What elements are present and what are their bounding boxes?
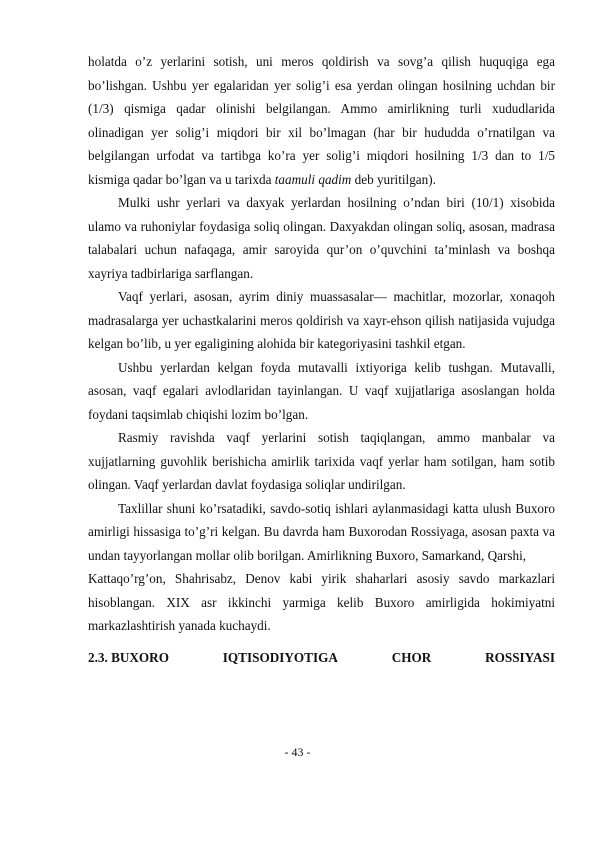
paragraph-6: Taxlillar shuni ko’rsatadiki, savdo-sotiq ishlari aylanmasidagi katta ulush Buxoro amirligi hissasiga to’g’ri kelgan. Bu davrda ham Buxorodan Rossiyaga, asosan paxta va undan tayyorlangan mollar olib borilgan. Amirlikning Buxoro, Samarkand, Qarshi,	[88, 500, 555, 563]
paragraph-1-term: taamuli qadim	[274, 171, 352, 187]
paragraph-4: Ushbu yerlardan kelgan foyda mutavalli ixtiyoriga kelib tushgan. Mutavalli, asosan, vaqf egalari avlodlaridan tayinlangan. U vaqf xujjatlariga asoslangan holda foydani taqsimlab chiqishi lozim bo’lgan.	[88, 359, 555, 422]
document-page	[88, 50, 555, 669]
section-heading-word-1: 2.3. BUXORO	[88, 649, 169, 665]
page-number: - 43 -	[284, 745, 311, 759]
section-heading-word-3: CHOR	[391, 649, 432, 665]
section-heading	[88, 646, 555, 670]
paragraph-3: Vaqf yerlari, asosan, ayrim diniy muassasalar— machitlar, mozorlar, xonaqoh madrasalarga yer uchastkalarini meros qoldirish va xayr-ehson qilish natijasida vujudga kelgan bo’lib, u yer egaligining alohida bir kategoriyasini tashkil etgan.	[88, 289, 555, 351]
paragraph-1-text-b: deb yuritilgan).	[351, 171, 436, 187]
section-heading-word-2: IQTISODIYOTIGA	[222, 649, 338, 665]
section-heading-word-4: ROSSIYASI	[485, 649, 555, 665]
paragraph-1-text-a: holatda o’z yerlarini sotish, uni meros qoldirish va sovg’a qilish huquqiga ega bo’lishgan. Ushbu yer egalaridan yer solig’i esa yerdan olingan hosilning uchdan bir (1/3) qismiga qadar olinishi belgilangan. Ammo amirlikning turli xududlarida olinadigan yer solig’i miqdori bir xil bo’lmagan (har bir hududda o’rnatilgan va belgilangan urfodat va tartibga ko’ra yer solig’i miqdori hosilning 1/3 dan to 1/5 kismiga qadar bo’lgan va u tarixda	[88, 54, 555, 187]
paragraph-7: Kattaqo’rg’on, Shahrisabz, Denov kabi yirik shaharlari asosiy savdo markazlari hisoblangan. XIX asr ikkinchi yarmiga kelib Buxoro amirligida hokimiyatni markazlashtirish yanada kuchaydi.	[88, 571, 555, 633]
paragraph-1	[88, 50, 555, 191]
paragraph-2: Mulki ushr yerlari va daxyak yerlardan hosilning o’ndan biri (10/1) xisobida ulamo va ruhoniylar foydasiga soliq olingan. Daxyakdan olingan soliq, asosan, madrasa talabalari uchun nafaqaga, amir saroyida qur’on o’quvchini ta’minlash va boshqa xayriya tadbirlariga sarflangan.	[88, 195, 555, 281]
paragraph-5: Rasmiy ravishda vaqf yerlarini sotish taqiqlangan, ammo manbalar va xujjatlarning guvohlik berishicha amirlik tarixida vaqf yerlar ham sotilgan, ham sotib olingan. Vaqf yerlardan davlat foydasiga soliqlar undirilgan.	[88, 430, 555, 492]
